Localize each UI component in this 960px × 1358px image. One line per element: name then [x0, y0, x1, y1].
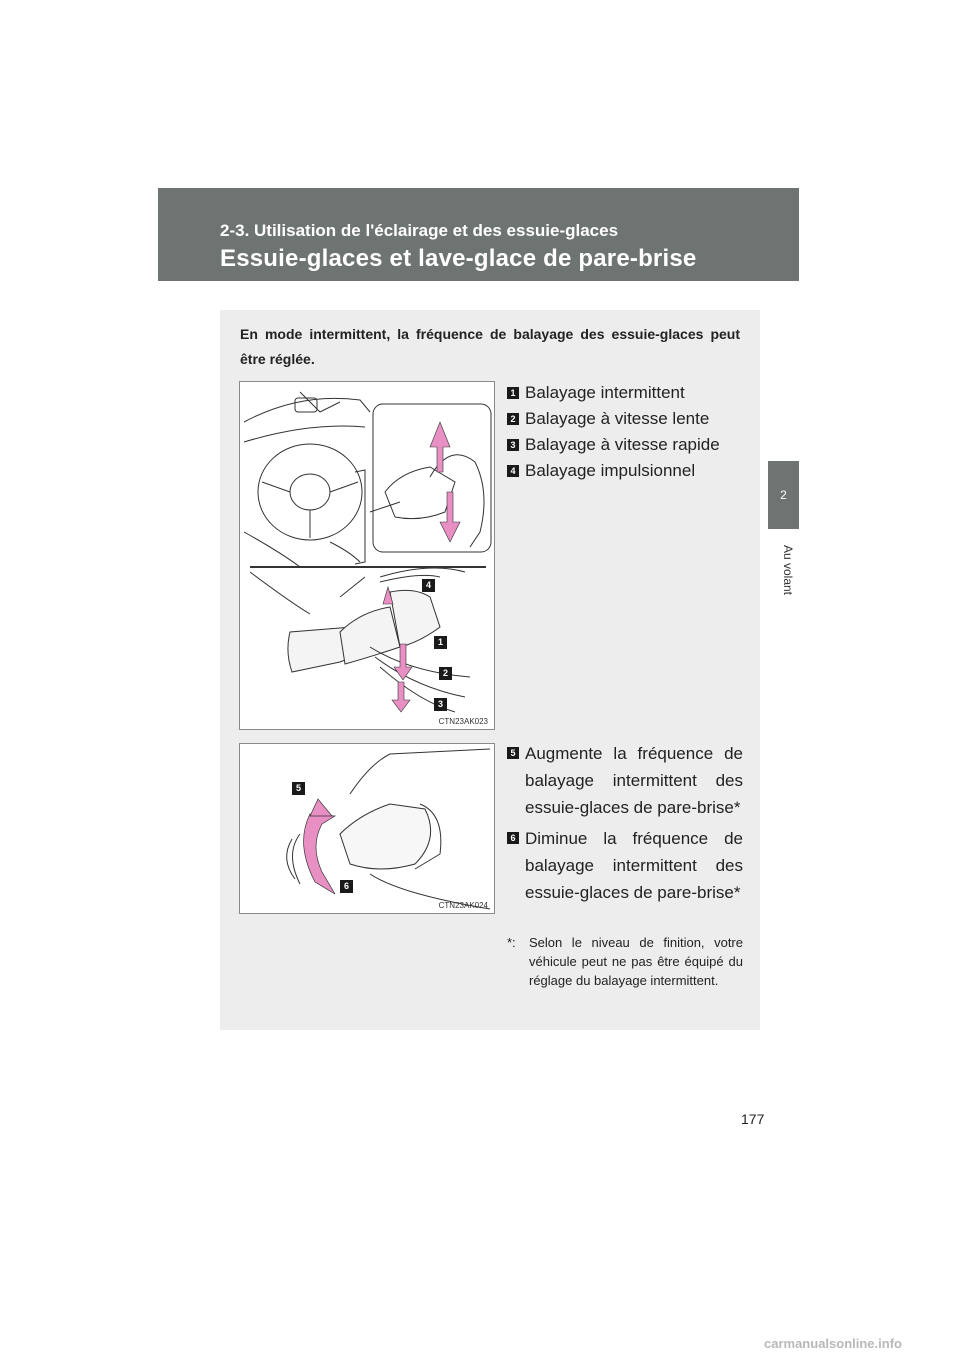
footnote-mark: *:	[507, 935, 516, 950]
interval-adjust-list	[507, 740, 743, 910]
content-box	[220, 310, 760, 1030]
section-title: 2-3. Utilisation de l'éclairage et des essuie-glaces	[220, 221, 619, 240]
page-title: Essuie-glaces et lave-glace de pare-brise	[220, 245, 697, 272]
callout-4: 4	[422, 579, 435, 592]
figure-code: CTN23AK024	[438, 901, 488, 910]
callout-3: 3	[434, 698, 447, 711]
ring-adjust-drawing	[240, 744, 495, 914]
callout-6: 6	[340, 880, 353, 893]
callout-1: 1	[434, 636, 447, 649]
footnote-text: Selon le niveau de finition, votre véhicule peut ne pas être équipé du réglage du balayage intermittent.	[529, 935, 743, 988]
wiper-mode-list	[507, 380, 743, 484]
wiper-lever-illustration	[239, 381, 495, 730]
figure-code: CTN23AK023	[438, 717, 488, 726]
list-item: 3 Balayage à vitesse rapide	[507, 432, 743, 458]
chapter-label: Au volant	[781, 544, 795, 596]
list-item: 5 Augmente la fréquence de balayage intermittent des essuie-glaces de pare-brise*	[507, 740, 743, 821]
list-item: 2 Balayage à vitesse lente	[507, 406, 743, 432]
intro-text: En mode intermittent, la fréquence de balayage des essuie-glaces peut être réglée.	[240, 326, 740, 367]
callout-5: 5	[292, 782, 305, 795]
list-item: 1 Balayage intermittent	[507, 380, 743, 406]
footnote	[507, 933, 743, 990]
watermark: carmanualsonline.info	[764, 1336, 902, 1351]
page-number: 177	[741, 1111, 765, 1127]
list-item: 4 Balayage impulsionnel	[507, 458, 743, 484]
chapter-header	[158, 188, 799, 281]
callout-2: 2	[439, 667, 452, 680]
dashboard-lever-drawing	[240, 382, 495, 730]
chapter-tab: 2	[768, 461, 799, 529]
interval-ring-illustration	[239, 743, 495, 914]
list-item: 6 Diminue la fréquence de balayage intermittent des essuie-glaces de pare-brise*	[507, 825, 743, 906]
